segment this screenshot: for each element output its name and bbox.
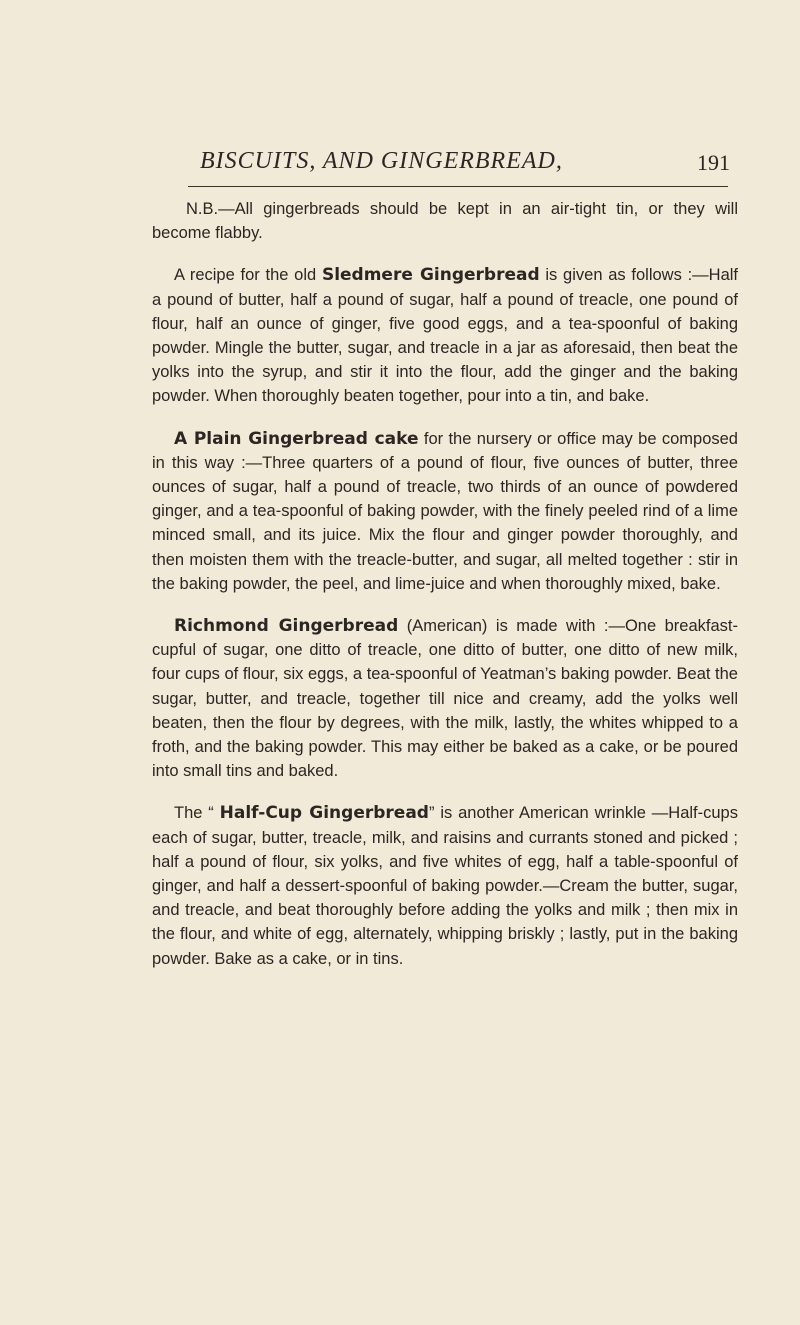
paragraph-note: [152, 197, 738, 245]
paragraph-text: for the nursery or office may be composed in this way :—Three quarters of a pound of flour, five ounces of butter, three ounces of sugar, half a pound of treacle, two thirds of an ounce of powdered ginger, and a tea-spoonful of baking powder, with the finely peeled rind of a lime minced small, and its juice. Mix the flour and ginger powder thoroughly, and then moisten them with the treacle-butter, and sugar, all melted together : stir in the baking powder, the peel, and lime-juice and when thoroughly mixed, bake.: [152, 429, 738, 593]
recipe-name: Half-Cup Gingerbread: [219, 803, 429, 824]
recipe-name: Richmond Gingerbread: [174, 616, 399, 637]
paragraph-sledmere: [152, 263, 738, 408]
recipe-name: Sledmere Gingerbread: [321, 265, 540, 286]
body-text: [152, 197, 738, 989]
running-title: BISCUITS, AND GINGERBREAD,: [200, 148, 563, 174]
header-rule: [188, 186, 728, 187]
paragraph-text: is given as follows :—Half a pound of butter, half a pound of sugar, half a pound of treacle, one pound of flour, half an ounce of ginger, five good eggs, and a tea-spoonful of baking powder. Mingle the butter, sugar, and treacle in a jar as aforesaid, then beat the yolks into the syrup, and stir it into the flour, add the ginger and the baking powder. When thoroughly beaten together, pour into a tin, and bake.: [152, 266, 739, 406]
paragraph-text: (American) is made with :—One breakfast-cupful of sugar, one ditto of treacle, one ditto of butter, one ditto of new milk, four cups of flour, six eggs, a tea-spoonful of Yeatman’s baking powder. Beat the sugar, butter, and treacle, together till nice and creamy, add the yolks well beaten, then the flour by degrees, with the milk, lastly, the whites whipped to a froth, and the baking powder. This may either be baked as a cake, or be poured into small tins and baked.: [152, 617, 738, 781]
paragraph-text: ” is another American wrinkle —Half-cups each of sugar, butter, treacle, milk, and raisins and currants stoned and picked ; half a pound of flour, six yolks, and five whites of egg, half a table-spoonful of ginger, and half a dessert-spoonful of baking powder.—Cream the butter, sugar, and treacle, and beat thoroughly before adding the yolks and milk ; then mix in the flour, and white of egg, alternately, whipping briskly ; lastly, put in the baking powder. Bake as a cake, or in tins.: [152, 804, 738, 968]
paragraph-text: N.B.—All gingerbreads should be kept in an air-tight tin, or they will become flabby.: [152, 200, 738, 243]
recipe-name: A Plain Gingerbread cake: [174, 428, 419, 449]
page-number: 191: [697, 150, 730, 175]
paragraph-lead: The “: [174, 804, 220, 823]
paragraph-richmond: [152, 614, 738, 783]
paragraph-half-cup: [152, 801, 738, 970]
page-header: [190, 148, 730, 188]
paragraph-lead: A recipe for the old: [174, 266, 322, 285]
paragraph-plain-gingerbread: [152, 427, 738, 596]
